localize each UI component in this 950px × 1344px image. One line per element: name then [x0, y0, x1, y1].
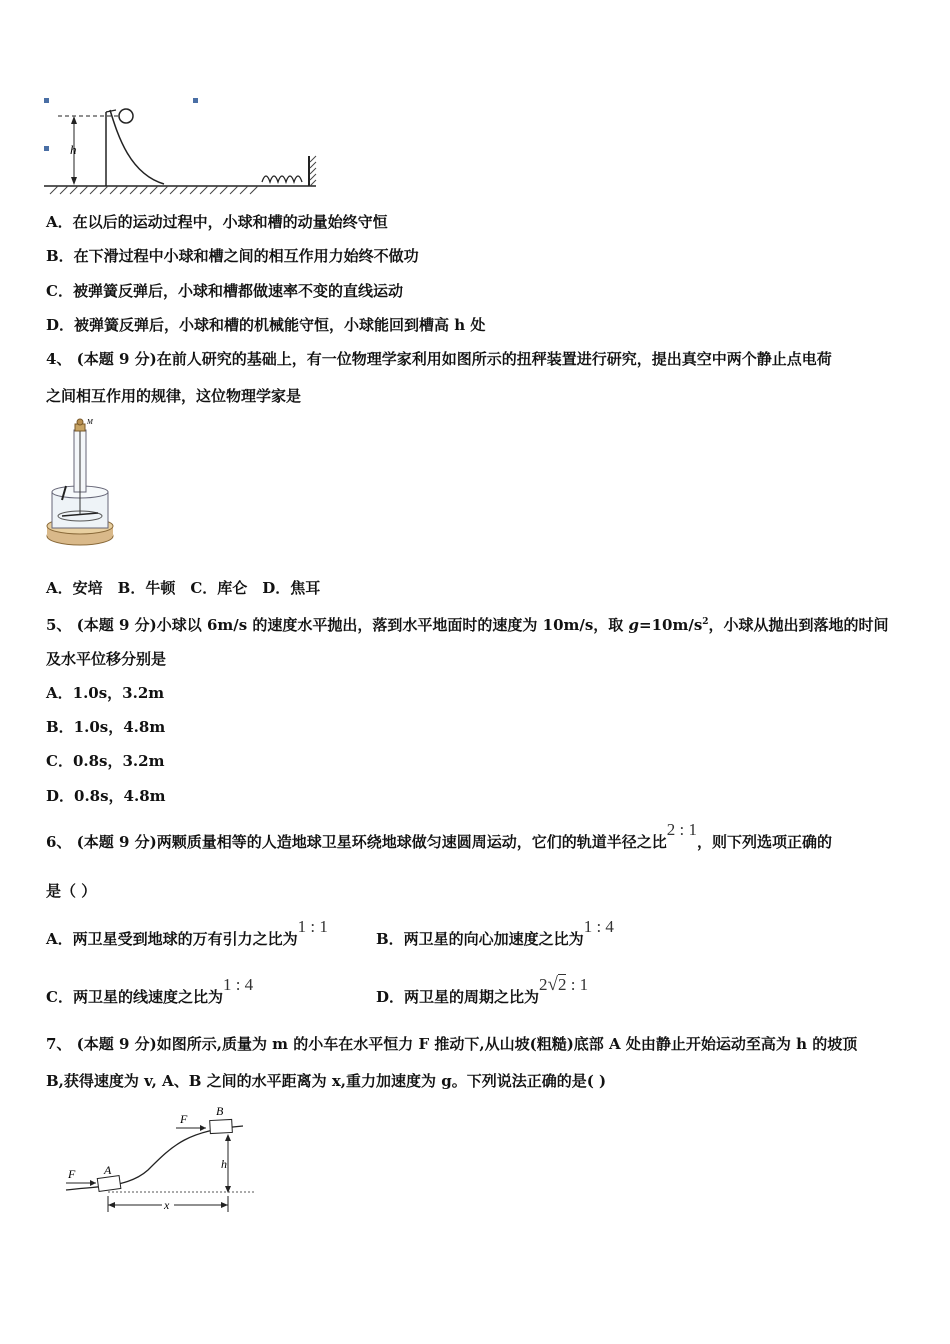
- q6-ratio: 2 : 1: [666, 820, 697, 839]
- q3-option-b: B．在下滑过程中小球和槽之间的相互作用力始终不做功: [46, 247, 419, 265]
- q4-figure-svg: [44, 416, 116, 551]
- q5-option-c: C．0.8s，3.2m: [46, 752, 165, 770]
- q5-stem-sup: 2: [702, 617, 709, 627]
- q6-option-d: [376, 974, 589, 1007]
- q6-stem-part-b: ，则下列选项正确的: [696, 833, 832, 851]
- q6-option-d-coef: 2: [539, 975, 548, 994]
- q6-option-a-text: A．两卫星受到地球的万有引力之比为: [46, 930, 298, 948]
- q6-option-a-math: 1 : 1: [297, 917, 328, 936]
- q4-knob: [77, 419, 83, 425]
- q7-slope-curve: [66, 1126, 243, 1190]
- q7-stem-line2: B,获得速度为 v, A、B 之间的水平距离为 x,重力加速度为 g。下列说法正确的是( ): [46, 1072, 607, 1090]
- q5-stem-part-a: 5、 (本题 9 分)小球以 6m/s 的速度水平抛出，落到水平地面时的速度为 10m/s，取: [46, 616, 629, 634]
- q6-option-d-math: [539, 975, 588, 994]
- q7-height-head-up: [225, 1134, 231, 1141]
- q3-spring: [262, 176, 302, 182]
- q3-figure: [44, 96, 324, 196]
- q7-label-h: h: [221, 1157, 227, 1171]
- q7-figure-svg: [58, 1100, 263, 1218]
- q7-label-f-b: F: [180, 1112, 188, 1126]
- q7-label-b: B: [216, 1104, 224, 1118]
- q7-cart-a: [97, 1176, 121, 1192]
- q6-option-b-text: B．两卫星的向心加速度之比为: [376, 930, 584, 948]
- q4-stem-line2: 之间相互作用的规律，这位物理学家是: [46, 387, 302, 405]
- q4-options: A．安培 B．牛顿 C．库仑 D．焦耳: [46, 579, 321, 597]
- q5-stem-part-b: =10m/s: [639, 616, 703, 634]
- q5-stem-line1: [46, 612, 889, 635]
- q3-label-h: h: [70, 142, 77, 157]
- q3-arrow-down: [71, 177, 77, 185]
- q7-cart-b: [210, 1119, 233, 1133]
- q4-label-m: M: [87, 418, 93, 426]
- q5-stem-line2: 及水平位移分别是: [46, 650, 167, 668]
- q7-force-head-a: [90, 1180, 96, 1186]
- q3-wall-hatch: [310, 156, 316, 186]
- q6-sqrt-sign: √: [547, 974, 558, 995]
- q5-stem-part-c: ，小球从抛出到落地的时间: [708, 616, 889, 634]
- q6-option-c-math: 1 : 4: [222, 975, 254, 994]
- q3-option-c: C．被弹簧反弹后，小球和槽都做速率不变的直线运动: [46, 282, 403, 300]
- q5-option-d: D．0.8s，4.8m: [46, 787, 166, 805]
- q5-option-a: A．1.0s，3.2m: [46, 684, 165, 702]
- q6-option-a: [46, 917, 328, 949]
- q5-stem-g: g: [628, 616, 640, 634]
- q5-option-b: B．1.0s，4.8m: [46, 718, 166, 736]
- q6-stem-line1: [46, 820, 832, 852]
- q6-option-d-text: D．两卫星的周期之比为: [376, 988, 540, 1006]
- q6-option-d-rest: : 1: [566, 975, 589, 994]
- q7-label-x: x: [164, 1198, 170, 1212]
- q6-option-c-text: C．两卫星的线速度之比为: [46, 988, 223, 1006]
- q6-option-c: [46, 975, 254, 1007]
- q7-label-a: A: [104, 1163, 112, 1177]
- q3-ball: [119, 109, 133, 123]
- q3-option-d: D．被弹簧反弹后，小球和槽的机械能守恒，小球能回到槽高 h 处: [46, 316, 486, 334]
- q3-figure-svg: [44, 96, 324, 196]
- q4-stem-line1: 4、 (本题 9 分)在前人研究的基础上，有一位物理学家利用如图所示的扭秤装置进行研究，提出真空中两个静止点电荷: [46, 350, 832, 368]
- q7-force-head-b: [200, 1125, 206, 1131]
- q6-option-b: [376, 917, 614, 949]
- q7-x-head-left: [108, 1202, 115, 1208]
- q3-arrow-up: [71, 116, 77, 124]
- q7-x-head-right: [221, 1202, 228, 1208]
- q7-label-f-a: F: [68, 1167, 76, 1181]
- q4-figure-torsion-balance: [44, 416, 116, 551]
- q3-handle-tl: [44, 98, 49, 103]
- q7-figure-hill: [58, 1100, 263, 1218]
- q3-handle-tr: [193, 98, 198, 103]
- q3-ground-hatch: [50, 186, 258, 194]
- q6-stem-part-a: 6、 (本题 9 分)两颗质量相等的人造地球卫星环绕地球做匀速圆周运动，它们的轨道半径之比: [46, 833, 667, 851]
- q3-handle-l: [44, 146, 49, 151]
- q6-option-d-radicand: 2: [557, 975, 567, 994]
- q3-option-a: A．在以后的运动过程中，小球和槽的动量始终守恒: [46, 213, 388, 231]
- q6-option-b-math: 1 : 4: [583, 917, 614, 936]
- q6-stem-line2: 是（ ）: [46, 882, 97, 900]
- q7-stem-line1: 7、 (本题 9 分)如图所示,质量为 m 的小车在水平恒力 F 推动下,从山坡(粗糙)底部 A 处由静止开始运动至高为 h 的坡顶: [46, 1035, 858, 1053]
- q3-slot-curve: [110, 110, 164, 184]
